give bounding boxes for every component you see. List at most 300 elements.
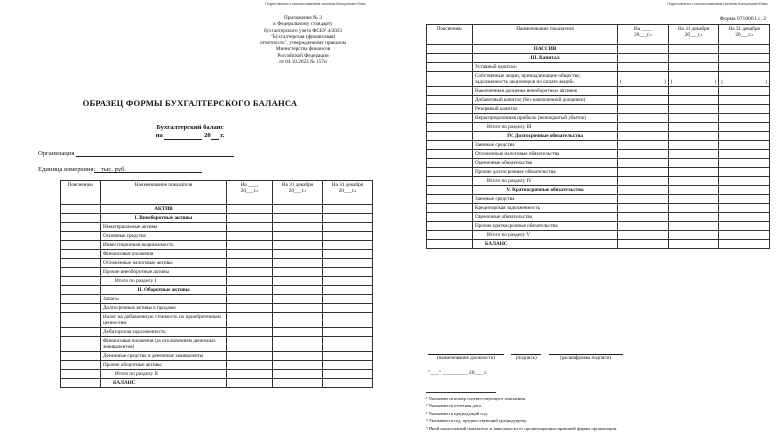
value-cell[interactable]: [618, 141, 669, 150]
header-explanations: Пояснения$^1$: [427, 25, 473, 45]
explanation-cell[interactable]: [427, 45, 473, 54]
value-cell[interactable]: [719, 222, 770, 231]
value-cell[interactable]: [273, 214, 323, 223]
appendix-line: от 04.10.2023 № 157н: [279, 59, 327, 66]
table-row: [427, 105, 770, 114]
table-row: [61, 304, 373, 313]
value-cell[interactable]: [618, 222, 669, 231]
value-cell[interactable]: [323, 277, 373, 286]
value-cell[interactable]: [323, 223, 373, 232]
paren-open: (: [620, 79, 622, 85]
watermark-left: Подготовлено с использованием системы КонсультантПлюс: [265, 2, 366, 6]
value-cell[interactable]: [273, 232, 323, 241]
indicator-label: Нераспределенная прибыль (непокрытый убыток): [475, 115, 587, 121]
explanation-cell[interactable]: [61, 379, 101, 388]
organization-row: [38, 149, 234, 157]
footnote: ¹ Указывается номер соответствующего пояснения.: [426, 396, 526, 401]
value-cell[interactable]: [227, 352, 273, 361]
table-row: [61, 232, 373, 241]
footnote: ⁵ Иной аналогичный показатель в зависимости от организационно-правовой формы организации.: [426, 425, 618, 431]
indicator-cell: [473, 114, 618, 123]
value-cell[interactable]: [227, 205, 273, 214]
explanation-cell[interactable]: [61, 352, 101, 361]
indicator-cell: [473, 186, 618, 195]
value-cell[interactable]: [668, 204, 719, 213]
explanation-cell[interactable]: [427, 186, 473, 195]
appendix-line: отчетность", утвержденному приказом: [260, 40, 346, 47]
indicator-label: Накопленная дооценка внеоборотных активов: [475, 88, 578, 94]
explanation-cell[interactable]: [61, 304, 101, 313]
indicator-cell: [101, 295, 227, 304]
sign-signature: (подпись): [511, 354, 541, 361]
indicator-label: Нематериальные активы: [103, 224, 158, 230]
value-cell[interactable]: [227, 232, 273, 241]
table-row: [427, 72, 770, 87]
indicator-label: Финансовые вложения (за исключением денежных эквивалентов): [103, 338, 216, 350]
value-cell[interactable]: [227, 313, 273, 328]
value-cell[interactable]: [618, 72, 669, 87]
watermark-right: Подготовлено с использованием системы КонсультантПлюс: [667, 2, 768, 6]
indicator-cell: [101, 337, 227, 352]
footnote: ⁴ Указывается год, предшествующий предыдущему.: [426, 418, 528, 424]
explanation-cell[interactable]: [427, 177, 473, 186]
indicator-label: Долгосрочные активы к продаже: [103, 305, 176, 311]
value-cell[interactable]: [668, 132, 719, 141]
value-cell[interactable]: [273, 313, 323, 328]
table-row: [61, 268, 373, 277]
value-cell[interactable]: [323, 259, 373, 268]
value-cell[interactable]: [273, 295, 323, 304]
value-cell[interactable]: [618, 123, 669, 132]
asset-table: [60, 180, 373, 388]
value-cell[interactable]: [719, 105, 770, 114]
appendix-line: бухгалтерского учета ФСБУ 4/2023: [263, 27, 343, 34]
explanation-cell[interactable]: [61, 205, 101, 214]
table-row: [427, 150, 770, 159]
indicator-label: Итого по разделу III: [487, 124, 532, 130]
value-cell[interactable]: [227, 379, 273, 388]
footnote: ³ Указывается предыдущий год.: [426, 410, 488, 416]
header-col-prev: На 31 декабря 20___г.$^3$: [668, 25, 719, 45]
value-cell[interactable]: [323, 328, 373, 337]
value-cell[interactable]: [668, 150, 719, 159]
value-cell[interactable]: [323, 268, 373, 277]
table-row: [427, 177, 770, 186]
explanation-cell[interactable]: [427, 222, 473, 231]
value-cell[interactable]: [323, 352, 373, 361]
value-cell[interactable]: [323, 205, 373, 214]
explanation-cell[interactable]: [61, 370, 101, 379]
header-col-prev: На 31 декабря 20___г.$^3$: [273, 181, 323, 205]
table-row: [61, 241, 373, 250]
table-row: [61, 214, 373, 223]
explanation-cell[interactable]: [427, 96, 473, 105]
value-cell[interactable]: [668, 87, 719, 96]
indicator-label: Итого по разделу I: [115, 278, 157, 284]
explanation-cell[interactable]: [61, 277, 101, 286]
explanation-cell[interactable]: [427, 231, 473, 240]
unit-row: [38, 165, 202, 173]
value-cell[interactable]: [323, 232, 373, 241]
value-cell[interactable]: [227, 214, 273, 223]
value-cell[interactable]: [618, 132, 669, 141]
explanation-cell[interactable]: [427, 195, 473, 204]
table-row: [61, 295, 373, 304]
value-cell[interactable]: [719, 168, 770, 177]
value-cell[interactable]: [719, 213, 770, 222]
value-cell[interactable]: [227, 268, 273, 277]
table-row: [427, 204, 770, 213]
table-row: [427, 213, 770, 222]
unit-field[interactable]: [94, 165, 202, 173]
liability-table: [426, 24, 770, 249]
balance-date-suffix: г.: [220, 132, 225, 139]
explanation-cell[interactable]: [427, 72, 473, 87]
value-cell[interactable]: [323, 304, 373, 313]
value-cell[interactable]: [323, 250, 373, 259]
value-cell[interactable]: [719, 186, 770, 195]
value-cell[interactable]: [668, 54, 719, 63]
indicator-label: Денежные средства и денежные эквиваленты: [103, 353, 204, 359]
explanation-cell[interactable]: [427, 123, 473, 132]
paren-close: ): [663, 79, 666, 85]
indicator-label: I. Внеоборотные активы: [134, 215, 193, 221]
explanation-cell[interactable]: [427, 132, 473, 141]
explanation-cell[interactable]: [427, 213, 473, 222]
value-cell[interactable]: [719, 231, 770, 240]
indicator-label: Отложенные налоговые обязательства: [475, 151, 560, 157]
indicator-cell: [473, 63, 618, 72]
value-cell[interactable]: [719, 54, 770, 63]
table-row: [427, 240, 770, 249]
indicator-cell: [473, 54, 618, 63]
value-cell[interactable]: [323, 286, 373, 295]
value-cell[interactable]: [618, 54, 669, 63]
value-cell[interactable]: [668, 114, 719, 123]
table-row: [427, 63, 770, 72]
value-cell[interactable]: [668, 63, 719, 72]
value-cell[interactable]: [227, 304, 273, 313]
value-cell[interactable]: [668, 141, 719, 150]
value-cell[interactable]: [618, 96, 669, 105]
footnote-rule: [426, 392, 496, 393]
indicator-label: Прочие внеоборотные активы: [103, 269, 170, 275]
explanation-cell[interactable]: [61, 295, 101, 304]
balance-date-field[interactable]: [164, 139, 202, 140]
indicator-cell: [101, 328, 227, 337]
value-cell[interactable]: [323, 214, 373, 223]
table-row: [427, 195, 770, 204]
value-cell[interactable]: [273, 379, 323, 388]
value-cell[interactable]: [618, 168, 669, 177]
table-row: [427, 222, 770, 231]
indicator-label: Прочие долгосрочные обязательства: [475, 169, 556, 175]
table-row: [61, 313, 373, 328]
unit-label: Единица измерения:: [38, 166, 96, 173]
value-cell[interactable]: [227, 223, 273, 232]
explanation-cell[interactable]: [427, 54, 473, 63]
table-row: [427, 132, 770, 141]
header-col-current: На ____ 20___г.$^2$: [227, 181, 273, 205]
value-cell[interactable]: [227, 328, 273, 337]
header-col-current: На ____ 20___г.$^2$: [618, 25, 669, 45]
value-cell[interactable]: [668, 168, 719, 177]
indicator-cell: [473, 222, 618, 231]
indicator-label: АКТИВ: [154, 206, 173, 212]
indicator-cell: [101, 250, 227, 259]
value-cell[interactable]: [668, 213, 719, 222]
value-cell[interactable]: [618, 186, 669, 195]
value-cell[interactable]: [273, 328, 323, 337]
indicator-label: Дебиторская задолженность: [103, 329, 166, 335]
explanation-cell[interactable]: [61, 286, 101, 295]
table-row: [61, 337, 373, 352]
value-cell[interactable]: [719, 204, 770, 213]
explanation-cell[interactable]: [61, 250, 101, 259]
value-cell[interactable]: [618, 195, 669, 204]
explanation-cell[interactable]: [427, 240, 473, 249]
value-cell[interactable]: [719, 123, 770, 132]
value-cell[interactable]: [719, 132, 770, 141]
table-row: [61, 259, 373, 268]
indicator-cell: [473, 177, 618, 186]
date-line: "___" _________ 20___ г.: [428, 370, 488, 376]
explanation-cell[interactable]: [427, 150, 473, 159]
value-cell[interactable]: [618, 231, 669, 240]
value-cell[interactable]: [668, 186, 719, 195]
balance-title-block: [6, 124, 374, 140]
value-cell[interactable]: [227, 286, 273, 295]
indicator-cell: [101, 379, 227, 388]
appendix-line: Приложение № 3: [284, 15, 322, 21]
indicator-label: Инвестиционная недвижимость: [103, 242, 174, 248]
value-cell[interactable]: [668, 159, 719, 168]
value-cell[interactable]: [719, 96, 770, 105]
value-cell[interactable]: [227, 295, 273, 304]
indicator-label: IV. Долгосрочные обязательства: [507, 133, 583, 139]
value-cell[interactable]: [323, 313, 373, 328]
value-cell[interactable]: [719, 63, 770, 72]
indicator-label: Запасы: [103, 296, 119, 302]
indicator-cell: [101, 241, 227, 250]
value-cell[interactable]: [273, 268, 323, 277]
value-cell[interactable]: [668, 123, 719, 132]
table-row: [427, 186, 770, 195]
value-cell[interactable]: [719, 240, 770, 249]
signature-row: [428, 354, 629, 361]
value-cell[interactable]: [273, 361, 323, 370]
value-cell[interactable]: [618, 213, 669, 222]
value-cell[interactable]: [227, 250, 273, 259]
balance-year-field[interactable]: [211, 139, 219, 140]
indicator-label: Прочие оборотные активы: [103, 362, 162, 368]
indicator-cell: [473, 231, 618, 240]
table-row: [61, 361, 373, 370]
indicator-cell: [473, 96, 618, 105]
table-row: [427, 159, 770, 168]
indicator-label: II. Оборотные активы: [137, 287, 190, 293]
value-cell[interactable]: [227, 361, 273, 370]
value-cell[interactable]: [668, 222, 719, 231]
value-cell[interactable]: [273, 337, 323, 352]
explanation-cell[interactable]: [61, 232, 101, 241]
explanation-cell[interactable]: [61, 313, 101, 328]
indicator-cell: [101, 277, 227, 286]
indicator-cell: [473, 168, 618, 177]
header-indicator: Наименование показателя: [101, 181, 227, 205]
indicator-label: Оценочные обязательства: [475, 214, 533, 220]
value-cell[interactable]: [719, 141, 770, 150]
indicator-label: III. Капитал: [530, 55, 560, 61]
value-cell[interactable]: [273, 241, 323, 250]
indicator-label: Заемные средства: [475, 196, 515, 202]
explanation-cell[interactable]: [61, 361, 101, 370]
indicator-cell: [101, 286, 227, 295]
value-cell[interactable]: [323, 370, 373, 379]
value-cell[interactable]: [668, 231, 719, 240]
value-cell[interactable]: [227, 259, 273, 268]
explanation-cell[interactable]: [61, 241, 101, 250]
indicator-cell: [473, 150, 618, 159]
explanation-cell[interactable]: [427, 87, 473, 96]
explanation-cell[interactable]: [427, 63, 473, 72]
indicator-cell: [473, 132, 618, 141]
unit-value: тыс. руб.: [101, 166, 126, 173]
table-row: [61, 277, 373, 286]
value-cell[interactable]: [618, 150, 669, 159]
value-cell[interactable]: [618, 114, 669, 123]
value-cell[interactable]: [719, 177, 770, 186]
value-cell[interactable]: [273, 223, 323, 232]
table-row: [427, 96, 770, 105]
indicator-cell: [101, 223, 227, 232]
value-cell[interactable]: [618, 240, 669, 249]
page-left: [6, 0, 374, 440]
indicator-cell: [473, 240, 618, 249]
value-cell[interactable]: [668, 195, 719, 204]
value-cell[interactable]: [273, 304, 323, 313]
indicator-cell: [473, 204, 618, 213]
value-cell[interactable]: [273, 286, 323, 295]
value-cell[interactable]: [227, 277, 273, 286]
indicator-label: Резервный капитал: [475, 106, 518, 112]
value-cell[interactable]: [323, 361, 373, 370]
value-cell[interactable]: [227, 241, 273, 250]
sign-decoding: (расшифровка подписи): [549, 354, 623, 361]
value-cell[interactable]: [668, 72, 719, 87]
balance-title: Бухгалтерский баланс: [156, 124, 224, 131]
value-cell[interactable]: [719, 114, 770, 123]
value-cell[interactable]: [273, 259, 323, 268]
footnote: ² Указывается отчетная дата.: [426, 403, 482, 409]
explanation-cell[interactable]: [61, 259, 101, 268]
organization-label: Организация: [38, 150, 75, 157]
indicator-cell: [101, 352, 227, 361]
value-cell[interactable]: [618, 159, 669, 168]
main-title: ОБРАЗЕЦ ФОРМЫ БУХГАЛТЕРСКОГО БАЛАНСА: [82, 98, 298, 108]
explanation-cell[interactable]: [427, 204, 473, 213]
indicator-cell: [101, 370, 227, 379]
value-cell[interactable]: [618, 105, 669, 114]
table-row: [61, 223, 373, 232]
value-cell[interactable]: [618, 204, 669, 213]
indicator-label: Отложенные налоговые активы: [103, 260, 173, 266]
value-cell[interactable]: [323, 379, 373, 388]
value-cell[interactable]: [618, 177, 669, 186]
table-row: [427, 45, 770, 54]
indicator-label: Финансовые вложения: [103, 251, 154, 257]
value-cell[interactable]: [668, 105, 719, 114]
header-col-prevprev: На 31 декабря 20___г.$^4$: [719, 25, 770, 45]
value-cell[interactable]: [668, 96, 719, 105]
value-cell[interactable]: [719, 195, 770, 204]
paren-close: ): [765, 79, 767, 85]
table-row: [61, 286, 373, 295]
value-cell[interactable]: [668, 177, 719, 186]
explanation-cell[interactable]: [61, 268, 101, 277]
indicator-cell: [473, 87, 618, 96]
value-cell[interactable]: [273, 352, 323, 361]
value-cell[interactable]: [323, 241, 373, 250]
indicator-cell: [101, 232, 227, 241]
value-cell[interactable]: [719, 150, 770, 159]
value-cell[interactable]: [719, 72, 770, 87]
indicator-label: Заемные средства: [475, 142, 515, 148]
indicator-label: БАЛАНС: [485, 241, 508, 247]
explanation-cell[interactable]: [61, 337, 101, 352]
value-cell[interactable]: [719, 45, 770, 54]
indicator-cell: [473, 72, 618, 87]
indicator-cell: [101, 361, 227, 370]
indicator-cell: [473, 141, 618, 150]
explanation-cell[interactable]: [427, 168, 473, 177]
indicator-cell: [473, 123, 618, 132]
value-cell[interactable]: [273, 277, 323, 286]
table-row: [427, 114, 770, 123]
indicator-label: Налог на добавленную стоимость по приобретенным ценностям: [103, 314, 221, 326]
value-cell[interactable]: [227, 337, 273, 352]
value-cell[interactable]: [273, 370, 323, 379]
value-cell[interactable]: [227, 370, 273, 379]
value-cell[interactable]: [719, 87, 770, 96]
table-row: [427, 123, 770, 132]
table-row: [427, 87, 770, 96]
explanation-cell[interactable]: [427, 105, 473, 114]
explanation-cell[interactable]: [61, 214, 101, 223]
explanation-cell[interactable]: [61, 328, 101, 337]
indicator-label: Кредиторская задолженность: [475, 205, 540, 211]
value-cell[interactable]: [273, 250, 323, 259]
value-cell[interactable]: [323, 337, 373, 352]
value-cell[interactable]: [719, 159, 770, 168]
value-cell[interactable]: [273, 205, 323, 214]
value-cell[interactable]: [618, 45, 669, 54]
explanation-cell[interactable]: [61, 223, 101, 232]
paren-open: (: [721, 79, 724, 85]
balance-date: [6, 132, 374, 140]
value-cell[interactable]: [668, 45, 719, 54]
paren-close: ): [714, 79, 717, 85]
value-cell[interactable]: [618, 63, 669, 72]
explanation-cell[interactable]: [427, 159, 473, 168]
value-cell[interactable]: [323, 295, 373, 304]
value-cell[interactable]: [668, 240, 719, 249]
explanation-cell[interactable]: [427, 141, 473, 150]
explanation-cell[interactable]: [427, 114, 473, 123]
organization-field[interactable]: [76, 149, 234, 157]
value-cell[interactable]: [618, 87, 669, 96]
indicator-cell: [101, 268, 227, 277]
